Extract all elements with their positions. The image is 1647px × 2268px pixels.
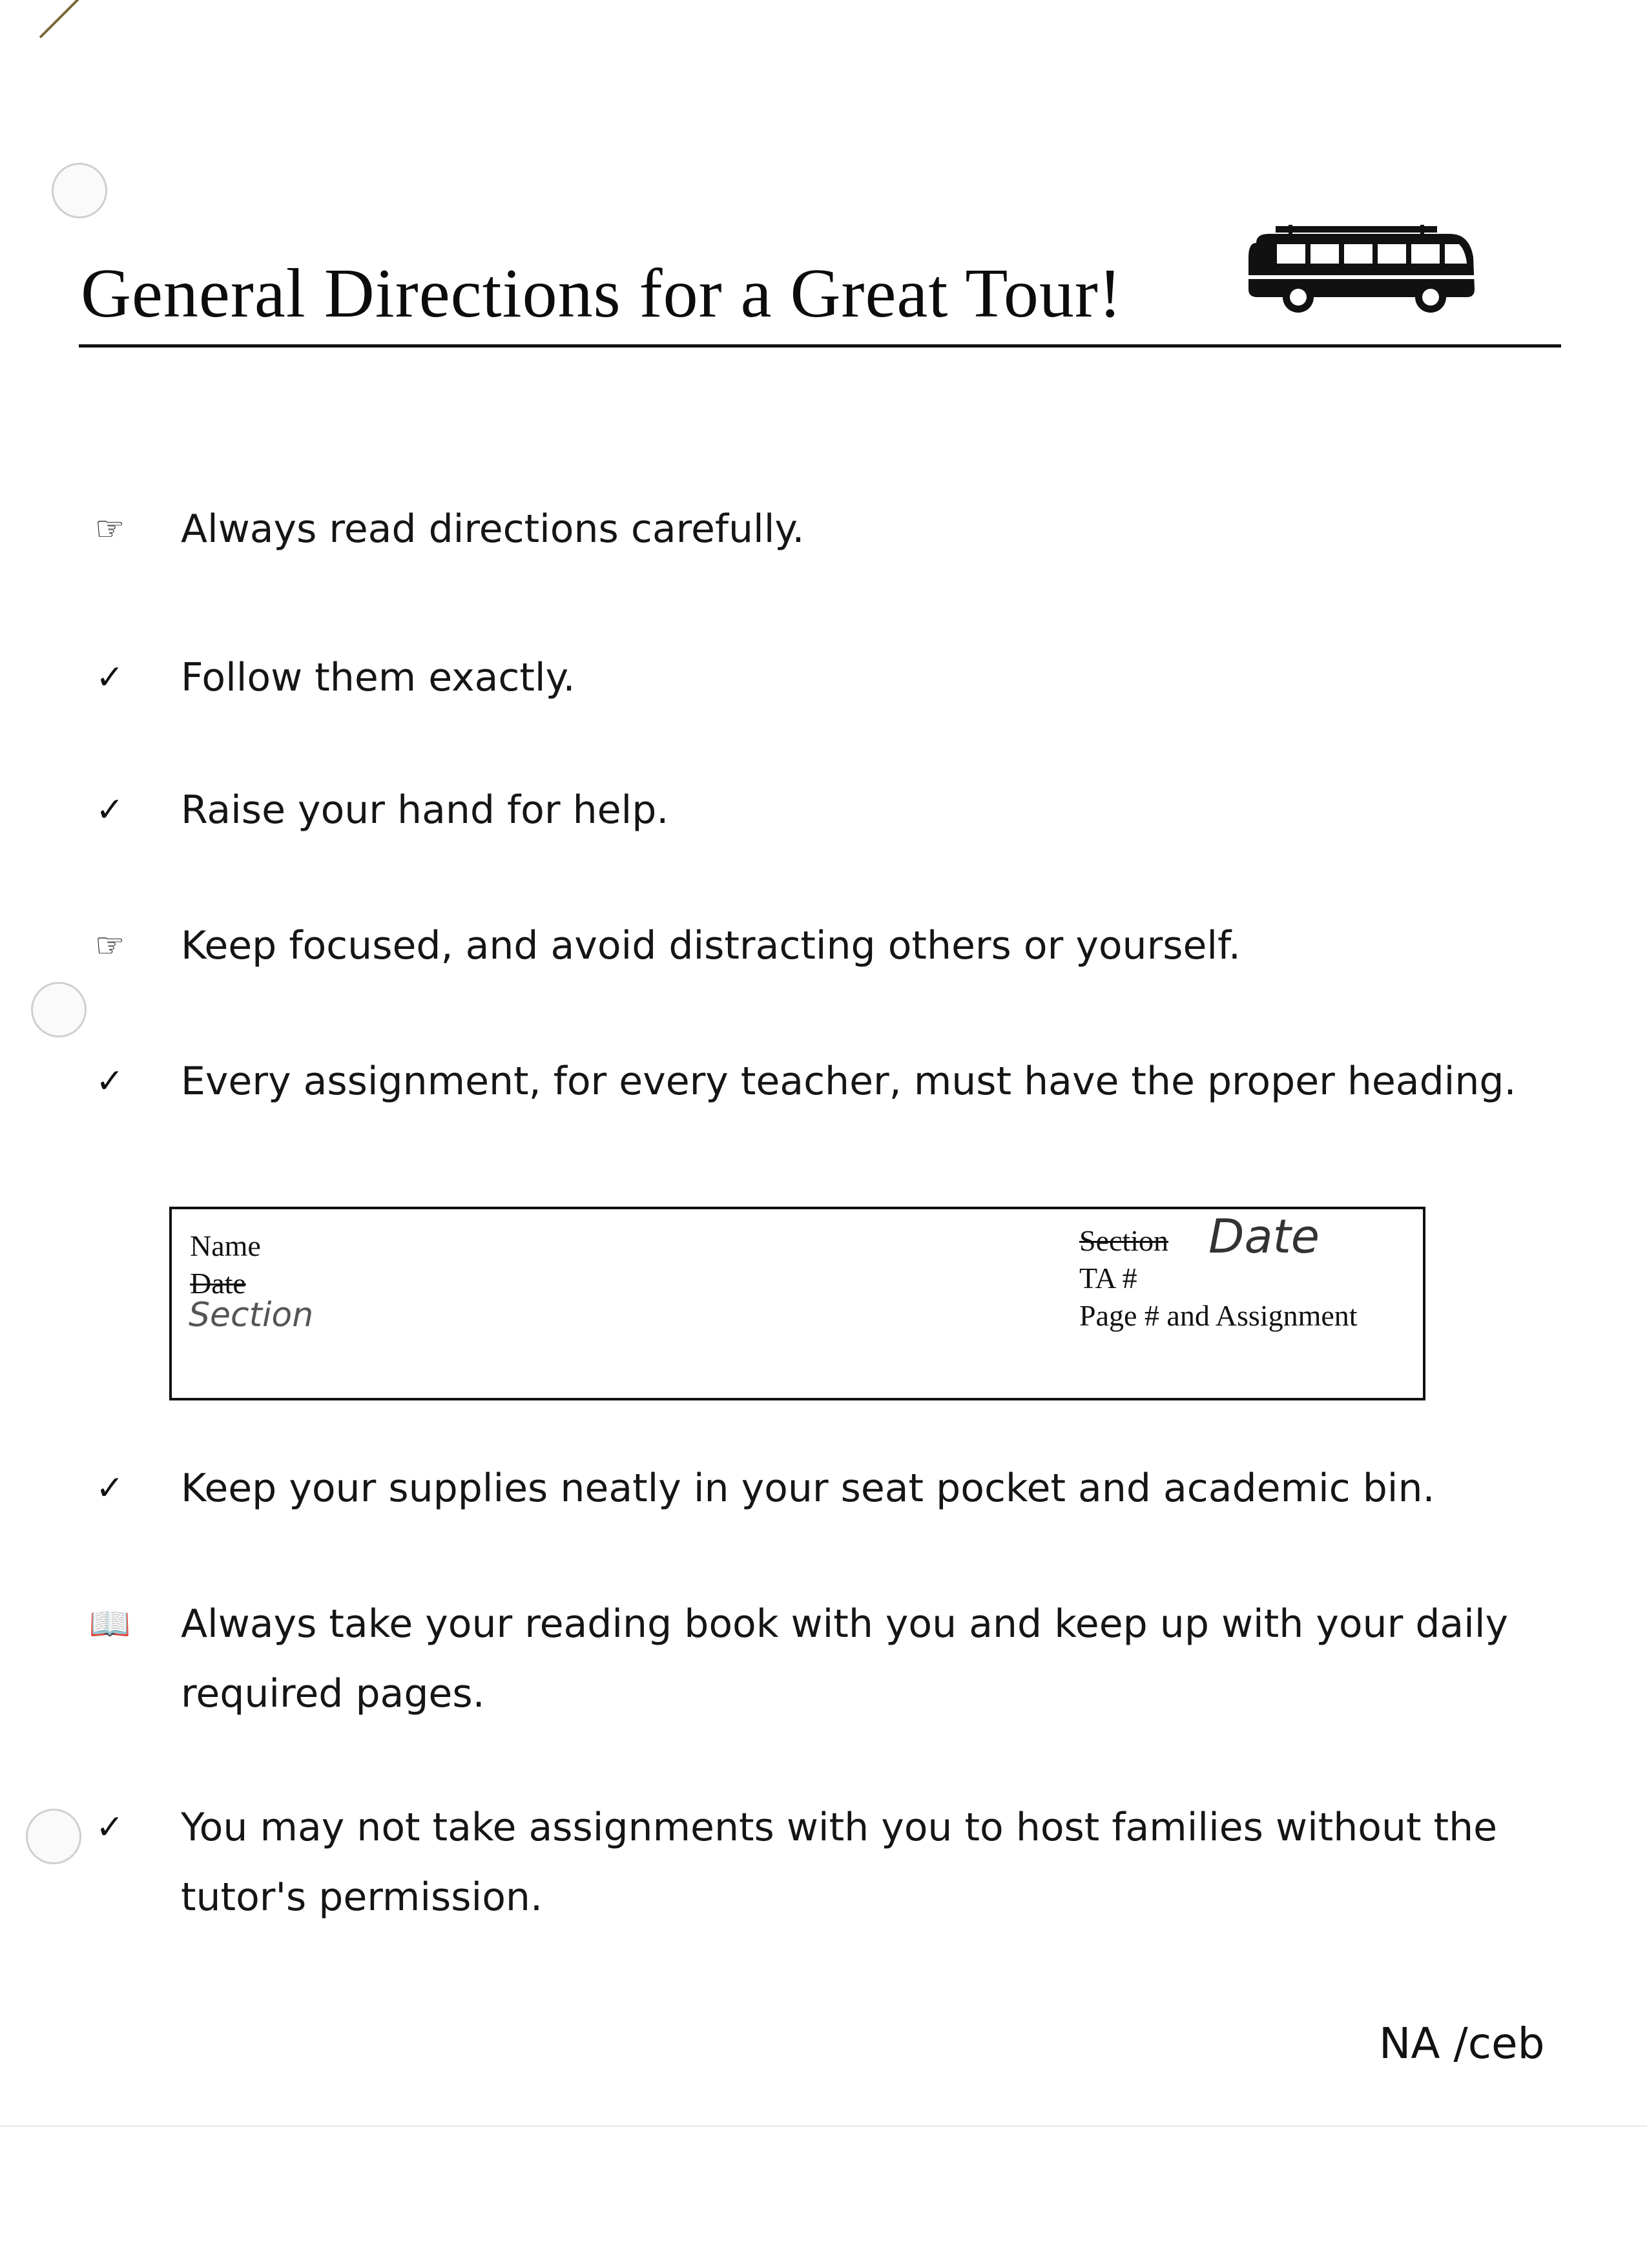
- check-icon: ✓: [96, 1062, 124, 1101]
- scan-bottom-margin: [0, 2125, 1647, 2268]
- punch-hole-bottom: [26, 1809, 81, 1864]
- pointing-hand-icon: ☞: [94, 926, 125, 965]
- check-icon: ✓: [96, 791, 124, 829]
- direction-read-carefully: Always read directions carefully.: [181, 506, 805, 552]
- heading-ta-label: TA #: [1079, 1262, 1137, 1295]
- heading-name-label: Name: [190, 1229, 261, 1262]
- book-icon: 📖: [88, 1605, 131, 1643]
- direction-proper-heading: Every assignment, for every teacher, must have the proper heading.: [181, 1059, 1517, 1104]
- heading-date-handwritten: Date: [1208, 1209, 1320, 1264]
- staple-mark: [39, 0, 92, 38]
- direction-keep-focused: Keep focused, and avoid distracting others or yourself.: [181, 923, 1241, 968]
- check-icon: ✓: [96, 1808, 124, 1847]
- check-icon: ✓: [96, 1469, 124, 1508]
- heading-page-assignment-label: Page # and Assignment: [1079, 1299, 1358, 1332]
- heading-date-struck: Date: [190, 1267, 246, 1300]
- bus-icon: [1243, 225, 1476, 315]
- direction-assignments-host-families: You may not take assignments with you to host families without the tutor's permission.: [181, 1805, 1498, 1920]
- page-title: General Directions for a Great Tour!: [81, 255, 1123, 332]
- heading-example-box: [169, 1207, 1425, 1400]
- heading-section-struck: Section: [1079, 1224, 1168, 1257]
- punch-hole-middle: [31, 982, 87, 1037]
- direction-supplies: Keep your supplies neatly in your seat pocket and academic bin.: [181, 1466, 1435, 1511]
- handwritten-signoff: NA /ceb: [1379, 2019, 1545, 2068]
- pointing-hand-icon: ☞: [94, 510, 125, 548]
- direction-follow-exactly: Follow them exactly.: [181, 655, 575, 700]
- punch-hole-top: [52, 163, 107, 218]
- direction-raise-hand: Raise your hand for help.: [181, 787, 669, 833]
- check-icon: ✓: [96, 658, 124, 697]
- heading-section-handwritten: Section: [189, 1296, 314, 1335]
- title-divider: [79, 344, 1561, 348]
- direction-reading-book: Always take your reading book with you and keep up with your daily required pages.: [181, 1601, 1509, 1716]
